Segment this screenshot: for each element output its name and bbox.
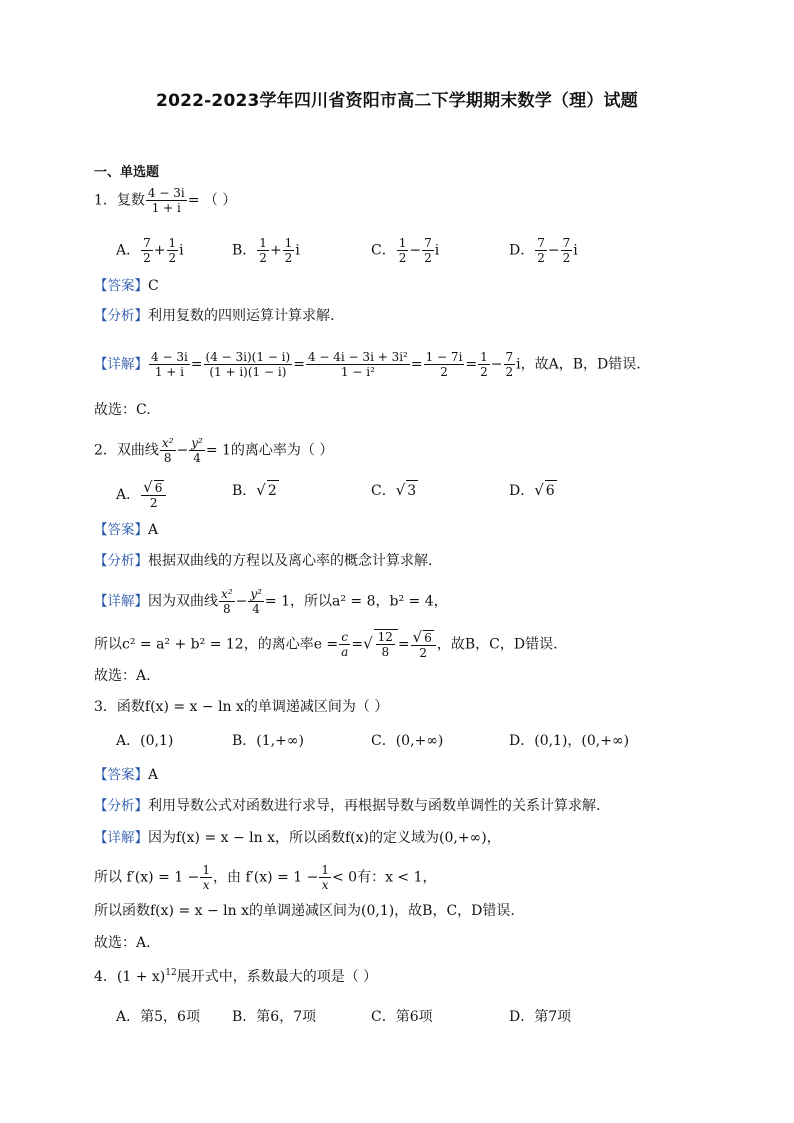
- detail-label: 【详解】: [94, 356, 148, 373]
- q1-detail: 【详解】 $\frac{4 - 3i}{1 + i}$ = $\frac{(4 - 3i)(1 - i)}{(1 + i)(1 - i)}$ = $\frac{\text{4 − 4i − 3i + 3i²}}{\text{1 − i²}}$ = $\frac{1 - 7i}{2}$ = $\frac{1}{2}$ − $\frac{7}{2}$ i，故A，B，D错误.: [94, 350, 641, 379]
- q4-option-b[interactable]: B．第6，7项: [232, 1009, 317, 1025]
- q1-option-c[interactable]: C． $\frac{1}{2}$ − $\frac{7}{2}$ i: [371, 236, 440, 265]
- answer-label: 【答案】: [94, 278, 148, 294]
- q2-conclusion: 故选：A.: [94, 668, 151, 684]
- q4-option-a[interactable]: A．第5，6项: [116, 1009, 200, 1025]
- section-heading: 一、单选题: [94, 165, 160, 180]
- q4-option-c[interactable]: C．第6项: [371, 1009, 433, 1025]
- q1-option-d[interactable]: D． $\frac{7}{2}$ − $\frac{7}{2}$ i: [509, 236, 578, 265]
- q3-analysis: 【分析】利用导数公式对函数进行求导，再根据导数与函数单调性的关系计算求解.: [94, 798, 601, 814]
- q2-detail: 【详解】因为双曲线 $\frac{\text{x²}}{8}$ − $\frac{\text{y²}}{4}$ = 1，所以a² = 8，b² = 4，: [94, 587, 448, 616]
- q3-detail-line3: 所以函数f(x) = x − ln x的单调递减区间为(0,1)，故B，C，D错误.: [94, 903, 515, 919]
- q4-stem: 4．$(1 + x)^{12}$展开式中，系数最大的项是（ ）: [94, 968, 378, 985]
- q1-option-a[interactable]: A． $\frac{7}{2}$ + $\frac{1}{2}$ i: [116, 236, 184, 265]
- q2-option-a[interactable]: A． $\frac{√ 6}{2}$: [116, 480, 167, 510]
- q2-option-c[interactable]: C．√ 3: [371, 481, 417, 499]
- page-title: 2022-2023学年四川省资阳市高二下学期期末数学（理）试题: [156, 91, 638, 111]
- q1-fraction: $\frac{4 - 3i}{1 + i}$: [147, 186, 185, 215]
- q3-option-b[interactable]: B．(1,+∞): [232, 733, 304, 749]
- q4-option-d[interactable]: D．第7项: [509, 1009, 572, 1025]
- q1-stem: 1．复数 $\frac{4 - 3i}{1 + i}$ = （ ）: [94, 186, 237, 215]
- answer-label: 【答案】: [94, 522, 148, 538]
- q1-conclusion: 故选：C.: [94, 402, 151, 418]
- q2-option-d[interactable]: D．√ 6: [509, 481, 555, 499]
- analysis-label: 【分析】: [94, 553, 148, 569]
- q2-analysis: 【分析】根据双曲线的方程以及离心率的概念计算求解.: [94, 553, 433, 569]
- q1-option-b[interactable]: B． $\frac{1}{2}$ + $\frac{1}{2}$ i: [232, 236, 300, 265]
- answer-label: 【答案】: [94, 767, 148, 783]
- q3-stem: 3．函数f(x) = x − ln x的单调递减区间为（ ）: [94, 699, 389, 715]
- q3-option-d[interactable]: D．(0,1)，(0,+∞): [509, 733, 630, 749]
- detail-label: 【详解】: [94, 593, 148, 610]
- q2-detail-line2: 所以c² = a² + b² = 12，的离心率e = $\frac{c}{a}$ =√ $\frac{12}{8}$ = $\frac{√ 6}{2}$ ，故B，C，D错误.: [94, 627, 558, 660]
- q3-answer: 【答案】A: [94, 767, 159, 783]
- q3-detail-line2: 所以 f′(x) = 1 − $\frac{1}{x}$ ，由 f′(x) = 1 − $\frac{1}{x}$ < 0有：x < 1，: [94, 863, 437, 892]
- analysis-label: 【分析】: [94, 308, 148, 324]
- q1-analysis: 【分析】利用复数的四则运算计算求解.: [94, 308, 335, 324]
- q1-answer: 【答案】C: [94, 278, 159, 294]
- q3-option-a[interactable]: A．(0,1): [116, 733, 174, 749]
- q3-conclusion: 故选：A.: [94, 935, 151, 951]
- q3-option-c[interactable]: C．(0,+∞): [371, 733, 444, 749]
- q2-stem: 2．双曲线 $\frac{\text{x²}}{8}$ − $\frac{\text{y²}}{4}$ = 1的离心率为（ ）: [94, 436, 334, 465]
- q3-detail: 【详解】因为f(x) = x − ln x，所以函数f(x)的定义域为(0,+∞)，: [94, 830, 501, 846]
- analysis-label: 【分析】: [94, 798, 148, 814]
- detail-label: 【详解】: [94, 830, 148, 846]
- q2-answer: 【答案】A: [94, 522, 159, 538]
- q2-option-b[interactable]: B．√ 2: [232, 481, 277, 499]
